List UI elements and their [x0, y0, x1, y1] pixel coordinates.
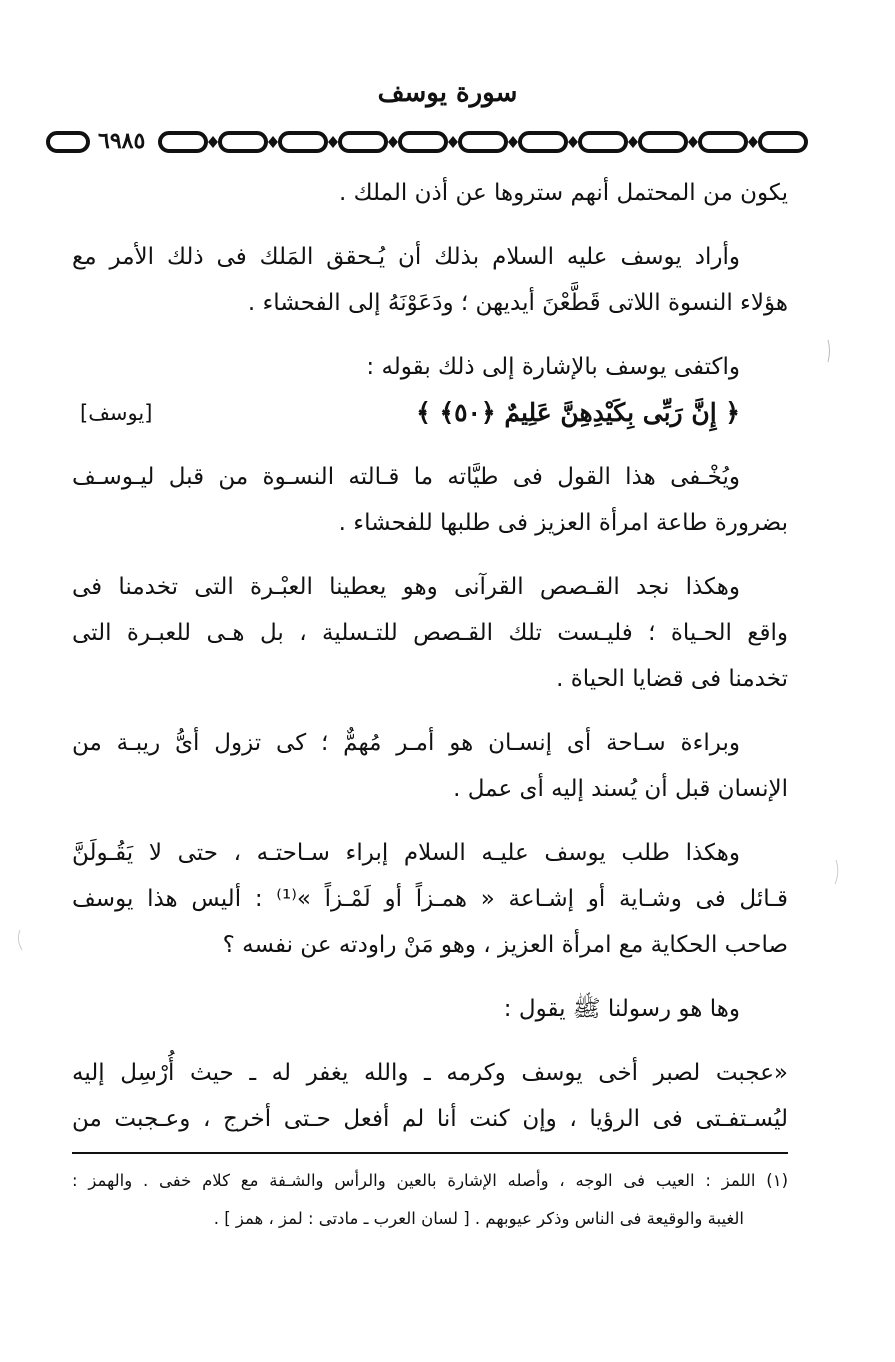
text-line: «عجبت لصبر أخى يوسف وكرمه ـ والله يغفر له ـ حيث أُرْسِل إليه — [72, 1060, 788, 1086]
text-line: وهكذا طلب يوسف عليـه السلام إبراء سـاحتـه ، حتى لا يَقُـولَنَّ — [72, 840, 740, 866]
footnote-line: (١) اللمز : العيب فى الوجه ، وأصله الإشارة بالعين والرأس والشـفة مع كلام خفى . والهمز : — [72, 1171, 788, 1190]
body-text — [72, 170, 788, 1142]
text-line: يكون من المحتمل أنهم ستروها عن أذن الملك . — [339, 180, 788, 206]
text-line: هؤلاء النسوة اللاتى قَطَّعْنَ أيديهن ؛ ودَعَوْنَهُ إلى الفحشاء . — [247, 290, 788, 316]
text-line: الإنسان قبل أن يُسند إليه أى عمل . — [453, 776, 788, 802]
text-line: صاحب الحكاية مع امرأة العزيز ، وهو مَنْ راودته عن نفسه ؟ — [222, 932, 788, 958]
text-line: واقع الحـياة ؛ فليـست تلك القـصص للتـسلية ، بل هـى للعبـرة التى — [72, 620, 788, 646]
text-line: وهكذا نجد القـصص القرآنى وهو يعطينا العبْـرة التى تخدمنا فى — [72, 574, 740, 600]
footnote-divider — [72, 1152, 788, 1154]
ornamental-border — [44, 126, 814, 158]
text-line: ليُسـتفـتى فى الرؤيا ، وإن كنت أنا لم أفعل حـتى أخرج ، وعـجبت من — [72, 1106, 788, 1132]
footnotes — [72, 1162, 788, 1238]
text-line: ويُخْـفى هذا القول فى طيَّاته ما قـالته النسـوة من قبل ليـوسـف — [72, 464, 740, 490]
text-line: قـائل فى وشـاية أو إشـاعة « همـزاً أو لَمْـزاً »⁽¹⁾ : أليس هذا يوسف — [72, 886, 788, 912]
page-number: ٦٩٨٥ — [92, 126, 151, 156]
text-line: وأراد يوسف عليه السلام بذلك أن يُـحقق المَلك فى ذلك الأمر مع — [72, 244, 740, 270]
text-line: تخدمنا فى قضايا الحياة . — [556, 666, 788, 692]
text-line: بضرورة طاعة امرأة العزيز فى طلبها للفحشاء . — [338, 510, 788, 536]
verse-source: [يوسف] — [80, 401, 153, 425]
text-line: واكتفى يوسف بالإشارة إلى ذلك بقوله : — [366, 354, 740, 380]
footnote-line: الغيبة والوقيعة فى الناس وذكر عيوبهم . [ لسان العرب ـ مادتى : لمز ، همز ] . — [213, 1209, 744, 1228]
surah-title: سورة يوسف — [377, 78, 518, 108]
quran-verse-line — [72, 390, 788, 436]
text-line: وها هو رسولنا ﷺ يقول : — [503, 996, 740, 1022]
quran-verse: ﴿ إِنَّ رَبِّى بِكَيْدِهِنَّ عَلِيمٌ ﴿٥٠﴾ ﴾ — [416, 398, 740, 427]
text-line: وبراءة سـاحة أى إنسـان هو أمـر مُهمٌّ ؛ كى تزول أىُّ ريبـة من — [72, 730, 740, 756]
